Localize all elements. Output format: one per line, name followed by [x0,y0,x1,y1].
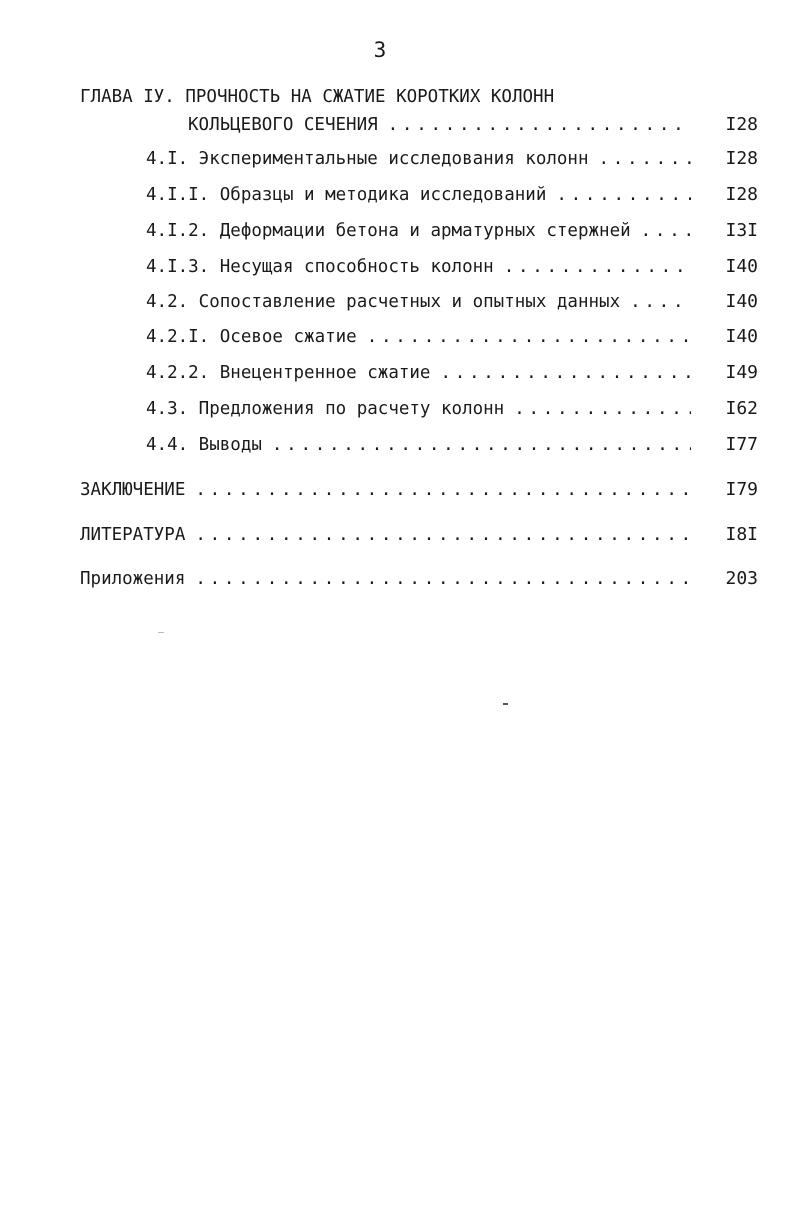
toc-entry-title: 4.I. Экспериментальные исследования колонн [146,149,589,169]
toc-entry-4-2 [146,289,691,315]
toc-entry-4-4 [146,432,691,458]
toc-entry-title: 4.2. Сопоставление расчетных и опытных данных [146,292,621,312]
leader-dots [378,112,691,138]
leader-dots [185,522,691,548]
chapter-heading-line2 [188,112,691,138]
toc-entry-title: 4.3. Предложения по расчету колонн [146,399,505,419]
toc-entry-title: 4.I.2. Деформации бетона и арматурных стержней [146,221,631,241]
scan-speck [503,703,508,705]
leader-dots [494,254,691,280]
leader-dots [631,218,691,244]
toc-entry-page: I40 [725,326,758,347]
scan-speck [158,632,164,633]
toc-entry-title: 4.2.I. Осевое сжатие [146,327,357,347]
toc-entry-page: I8I [725,524,758,545]
toc-entry-title: 4.4. Выводы [146,435,262,455]
toc-entry-page: I49 [725,362,758,383]
toc-entry-title: 4.I.I. Образцы и методика исследований [146,185,547,205]
toc-entry-4-2-2 [146,360,691,386]
toc-entry-conclusion [80,477,691,503]
leader-dots [504,396,691,422]
toc-entry-4-1-1 [146,182,691,208]
toc-entry-4-3 [146,396,691,422]
chapter-heading-line1: ГЛАВА IУ. ПРОЧНОСТЬ НА СЖАТИЕ КОРОТКИХ КОЛОНН [80,87,555,107]
toc-entry-page: I62 [725,398,758,419]
toc-entry-4-2-1 [146,324,691,350]
toc-entry-page: I79 [725,479,758,500]
toc-entry-page: I77 [725,434,758,455]
leader-dots [357,324,691,350]
toc-entry-4-1-2 [146,218,691,244]
toc-entry-page: I28 [725,184,758,205]
page-number: 3 [373,38,387,62]
toc-entry-page: I40 [725,291,758,312]
toc-entry-page: 203 [725,568,758,589]
leader-dots [620,289,691,315]
toc-entry-page: I40 [725,256,758,277]
chapter-page-ref: I28 [725,114,758,135]
toc-entry-page: I28 [725,148,758,169]
toc-entry-title: 4.I.3. Несущая способность колонн [146,257,494,277]
toc-entry-appendices [80,566,691,592]
toc-entry-4-1 [146,146,691,172]
toc-entry-literature [80,522,691,548]
leader-dots [185,566,691,592]
leader-dots [430,360,691,386]
toc-entry-title: Приложения [80,569,186,589]
leader-dots [262,432,691,458]
toc-entry-page: I3I [725,220,758,241]
toc-entry-title: ЗАКЛЮЧЕНИЕ [80,480,186,500]
toc-entry-title: ЛИТЕРАТУРА [80,525,186,545]
toc-entry-4-1-3 [146,254,691,280]
leader-dots [589,146,691,172]
chapter-heading-line2-text: КОЛЬЦЕВОГО СЕЧЕНИЯ [188,115,378,135]
leader-dots [546,182,691,208]
leader-dots [185,477,691,503]
toc-entry-title: 4.2.2. Внецентренное сжатие [146,363,431,383]
